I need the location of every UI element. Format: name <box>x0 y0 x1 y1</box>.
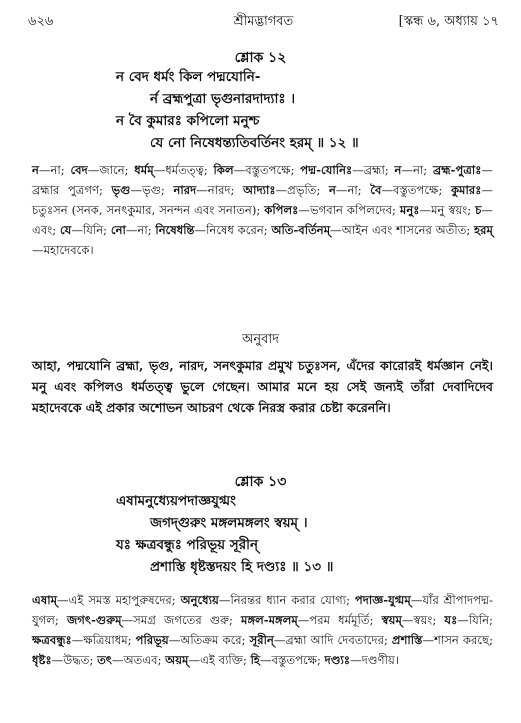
synonym-dash: — <box>57 593 69 607</box>
synonym-dash: — <box>401 163 414 177</box>
synonym-dash: — <box>125 223 138 237</box>
synonym-dash: — <box>38 163 51 177</box>
synonym-meaning: যিনি; <box>468 613 493 627</box>
synonym-term: হি <box>250 653 261 667</box>
synonym-dash: — <box>350 653 362 667</box>
synonym-meaning: এই সমস্ত মহাপুরুষদের; <box>68 593 181 607</box>
synonym-dash: — <box>481 163 493 177</box>
synonym-meaning: আইন এবং শাসনের অতীত; <box>341 223 475 237</box>
synonym-meaning: স্বয়ং; <box>413 613 445 627</box>
synonym-dash: — <box>330 223 342 237</box>
page-header <box>28 12 499 32</box>
synonym-dash: — <box>153 163 166 177</box>
synonym-meaning: পরম ধর্মমূর্তি; <box>309 613 382 627</box>
synonym-meaning: এবং; <box>32 223 60 237</box>
synonym-term: অতি-বর্তিনম্ <box>271 223 331 237</box>
verse-13-text <box>116 490 496 578</box>
synonym-term: যে <box>59 223 72 237</box>
synonym-dash: — <box>422 633 435 647</box>
synonym-meaning: নিষেধ করেন; <box>206 223 272 237</box>
synonym-meaning: নারদ; <box>207 183 244 197</box>
synonym-dash: — <box>481 203 494 217</box>
synonym-meaning: উদ্ধত; <box>63 653 98 667</box>
synonym-term: হরম্ <box>474 223 493 237</box>
page-number: ৬২৬ <box>28 14 54 29</box>
synonym-dash: — <box>121 613 134 627</box>
synonym-term: কপিলঃ <box>264 203 299 217</box>
synonym-term: মঙ্গল-মঙ্গলম্ <box>241 613 298 627</box>
synonym-meaning: ধর্মতত্ত্ব; <box>165 163 214 177</box>
synonym-term: নারদ <box>173 183 197 197</box>
synonym-meaning: দণ্ডণীয়। <box>361 653 399 667</box>
book-title: শ্রীমদ্ভাগবত <box>233 14 294 29</box>
synonym-term: এষাম্ <box>32 593 58 607</box>
verse-13-line-4: প্রশাস্তি ধৃষ্টস্তদয়ং হি দণ্ড্যঃ ॥ ১৩ ॥ <box>150 559 334 575</box>
verse-12-line-2: র্ন ব্রহ্মপুত্রা ভৃগুনারদাদ্যাঃ । <box>150 91 296 107</box>
synonym-term: পদ্ম-যোনিঃ <box>300 163 353 177</box>
synonym-dash: — <box>297 613 310 627</box>
synonym-term: তৎ <box>97 653 112 667</box>
synonym-dash: — <box>51 653 64 667</box>
verse-13-line-3: যঃ ক্ষত্রবন্ধুঃ পরিভূয় সূরীন্ <box>116 537 259 553</box>
synonym-term: ভৃগু <box>111 183 131 197</box>
synonym-term: ন <box>328 183 336 197</box>
synonym-term: যঃ <box>444 613 458 627</box>
synonym-term: বৈ <box>370 183 382 197</box>
synonym-term: স্বয়ম্ <box>381 613 402 627</box>
synonym-dash: — <box>71 223 83 237</box>
synonym-term: সূরীন্ <box>249 633 274 647</box>
verse-13-synonyms <box>32 590 493 670</box>
verse-12-translation: আহা, পদ্মযোনি ব্রহ্মা, ভৃগু, নারদ, সনৎকুমার প্রমুখ চতুঃসন, এঁদের কারোরই ধর্মজ্ঞান নেই। মনু এবং কপিলও ধর্মতত্ত্ব ভুলে গেছেন। আমার মনে হয় সেই জন্যই তাঁরা দেবাদিদেব মহাদেবকে এই প্রকার অশোভন আচরণ থেকে নিরস্ত্র করার চেষ্টা করেননি। <box>32 358 493 415</box>
synonym-term: ন <box>32 163 39 177</box>
synonym-meaning: অতএব; <box>123 653 166 667</box>
synonym-meaning: না; <box>347 183 371 197</box>
synonym-dash: — <box>111 653 124 667</box>
verse-12-text <box>116 66 496 154</box>
synonym-dash: — <box>352 163 364 177</box>
synonym-term: আদ্যাঃ <box>243 183 276 197</box>
synonym-meaning: জানে; <box>99 163 135 177</box>
synonym-term: নো <box>110 223 126 237</box>
synonym-term: দণ্ড্যঃ <box>324 653 351 667</box>
synonym-term: ক্ষত্রবন্ধুঃ <box>32 633 72 647</box>
synonym-meaning: এই ব্যক্তি; <box>200 653 251 667</box>
synonym-dash: — <box>194 223 207 237</box>
synonym-term: অনুধ্যেয় <box>180 593 219 607</box>
synonym-meaning: অতিক্রম করে; <box>180 633 250 647</box>
verse-13-line-2: জগদ্গুরুং মঙ্গলমঙ্গলং স্বয়ম্ । <box>150 515 308 531</box>
synonym-meaning: না; <box>50 163 71 177</box>
synonym-dash: — <box>218 593 231 607</box>
synonym-meaning: ব্রহ্মা; <box>363 163 395 177</box>
synonym-meaning: সমগ্র জগতের গুরু; <box>133 613 242 627</box>
synonym-meaning: মনু স্বয়ং; <box>431 203 476 217</box>
verse-12-line-4: যে নো নিষেধন্ত্যতিবর্তিনং হরম্ ॥ ১২ ॥ <box>150 135 359 151</box>
synonym-meaning: ব্রহ্মা আদি দেবতাদের; <box>285 633 392 647</box>
synonym-dash: — <box>130 183 143 197</box>
synonym-term: পরিভূয় <box>135 633 169 647</box>
synonym-meaning: না; <box>413 163 433 177</box>
synonym-meaning: ভগবান কপিলদেব; <box>309 203 400 217</box>
synonym-meaning: নিরন্তর ধ্যান করার যোগ্য; <box>230 593 355 607</box>
synonym-meaning: না; <box>137 223 156 237</box>
synonym-meaning: বস্তুতপক্ষে; <box>393 183 451 197</box>
synonym-dash: — <box>298 203 310 217</box>
synonym-dash: — <box>87 163 100 177</box>
synonym-term: মনুঃ <box>399 203 420 217</box>
synonym-term: চ <box>475 203 482 217</box>
synonym-term: ধৃষ্টঃ <box>32 653 52 667</box>
synonym-dash: — <box>401 613 414 627</box>
synonym-meaning: চতুঃসন (সনক, সনৎকুমার, সনন্দন এবং সনাতন); <box>32 203 265 217</box>
synonym-meaning: বস্তুতপক্ষে; <box>271 653 325 667</box>
verse-12-heading: শ্লোক ১২ <box>234 50 287 66</box>
synonym-dash: — <box>32 243 44 257</box>
synonym-term: নিষেধন্তি <box>155 223 195 237</box>
synonym-term: ব্রহ্ম-পুত্রাঃ <box>432 163 482 177</box>
verse-12-line-1: ন বেদ ধর্মং কিল পদ্মযোনি- <box>116 69 261 85</box>
synonym-dash: — <box>71 633 84 647</box>
synonym-term: অয়ম্ <box>165 653 189 667</box>
synonym-term: পদাজ্ঞ-যুগ্মম্ <box>354 593 411 607</box>
chapter-reference: [স্কন্ধ ৬, অধ্যায় ১৭ <box>398 14 499 29</box>
synonym-meaning: ভৃগু; <box>142 183 174 197</box>
synonym-meaning: মহাদেবকে। <box>43 243 94 257</box>
synonym-meaning: শাসন করছে; <box>434 633 493 647</box>
synonym-dash: — <box>188 653 201 667</box>
synonym-meaning: ক্ষত্রিয়াধম; <box>83 633 136 647</box>
verse-13-line-1: এষামনুধ্যেয়পদাজ্ঞযুগ্মং <box>116 493 236 509</box>
synonym-dash: — <box>168 633 181 647</box>
synonym-meaning: যিনি; <box>82 223 111 237</box>
synonym-meaning: বস্তুতপক্ষে; <box>245 163 301 177</box>
synonym-dash: — <box>233 163 246 177</box>
verse-12-synonyms <box>32 160 493 260</box>
synonym-dash: — <box>481 183 494 197</box>
synonym-dash: — <box>410 593 423 607</box>
synonym-dash: — <box>335 183 348 197</box>
verse-12-translation-heading: অনুবাদ <box>242 332 279 347</box>
synonym-term: কিল <box>213 163 234 177</box>
synonym-dash: — <box>457 613 469 627</box>
synonym-dash: — <box>275 183 288 197</box>
synonym-dash: — <box>273 633 286 647</box>
synonym-term: জগৎ-গুরুম্ <box>66 613 122 627</box>
verse-13-heading: শ্লোক ১৩ <box>234 474 287 490</box>
synonym-dash: — <box>381 183 394 197</box>
synonym-term: ন <box>394 163 402 177</box>
synonym-dash: — <box>196 183 208 197</box>
synonym-meaning: প্রভৃতি; <box>287 183 329 197</box>
synonym-meaning: যাঁর শ্রীপাদপদ্ম-যুগল; <box>32 593 494 627</box>
synonym-term: কুমারঃ <box>450 183 482 197</box>
synonym-dash: — <box>419 203 432 217</box>
synonym-term: ধর্মম্ <box>134 163 154 177</box>
synonym-meaning: ব্রহ্মার পুত্রগণ; <box>32 183 112 197</box>
verse-12-line-3: ন বৈ কুমারঃ কপিলো মনুশ্চ <box>116 113 260 129</box>
synonym-dash: — <box>260 653 272 667</box>
synonym-term: প্রশাস্তি <box>391 633 423 647</box>
synonym-term: বেদ <box>70 163 88 177</box>
